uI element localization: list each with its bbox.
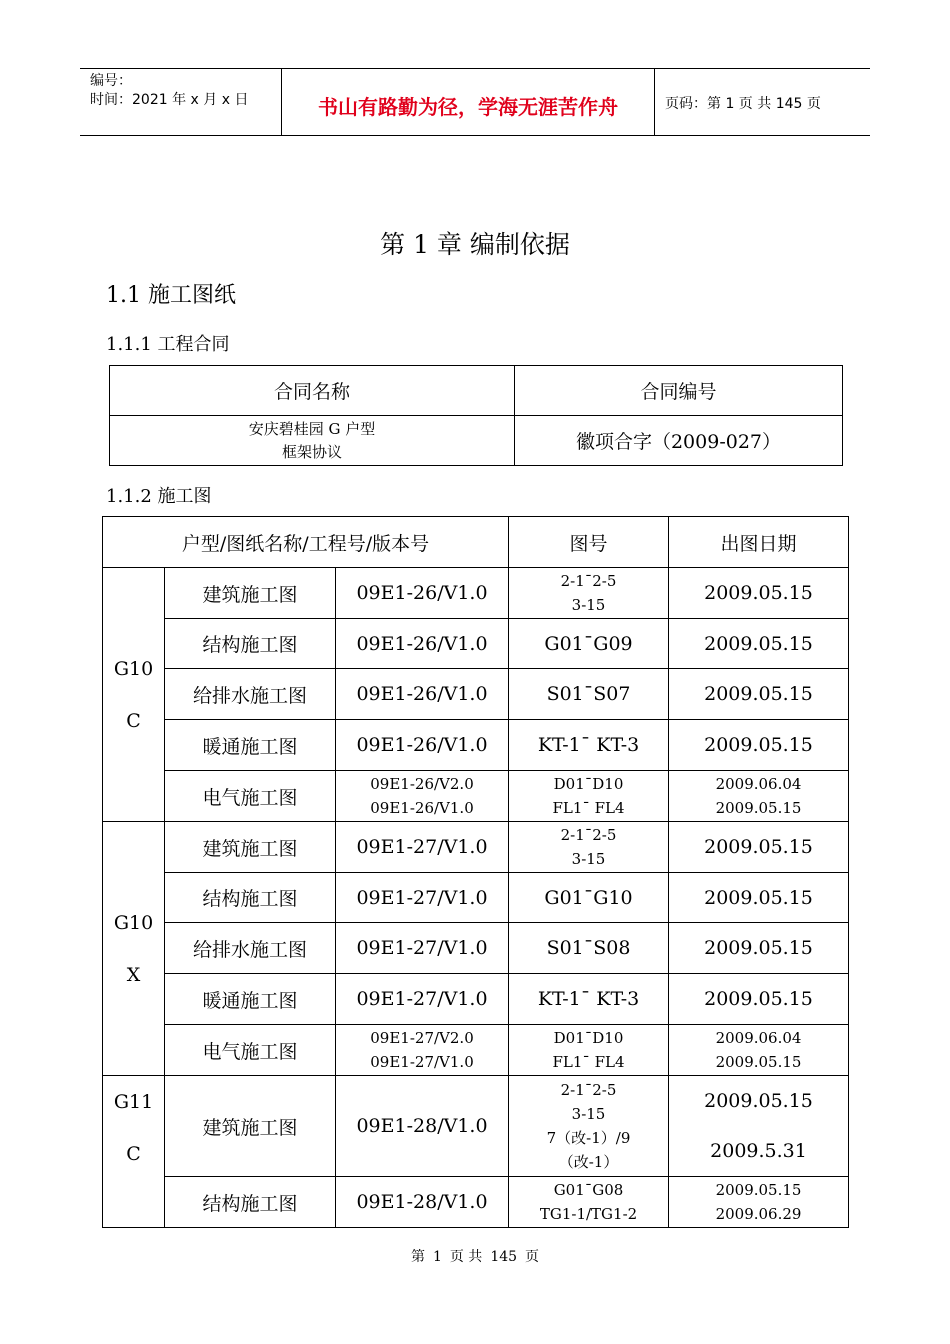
project-version-cell [336, 974, 509, 1025]
issue-date: 2009.05.15 [704, 1090, 813, 1112]
issue-date-cell [669, 974, 849, 1025]
project-version: 09E1-27/V1.0 [356, 836, 488, 858]
unit-type-line1: G10 [113, 657, 154, 680]
drawing-name-cell: 给排水施工图 [165, 669, 336, 720]
drawing-number: G01¯G10 [544, 886, 633, 909]
table-row [103, 1076, 849, 1177]
drawing-number: KT-1¯ KT-3 [537, 988, 640, 1010]
issue-date-cell [669, 1025, 849, 1076]
project-version: 09E1-26/V1.0 [356, 734, 488, 756]
unit-type-line2: C [126, 709, 141, 732]
drawing-name-cell: 结构施工图 [165, 1177, 336, 1228]
project-version: 09E1-28/V1.0 [356, 1115, 488, 1137]
issue-date: 2009.05.15 [704, 734, 813, 756]
drawing-number: （改-1） [558, 1153, 619, 1171]
drawing-name-cell: 建筑施工图 [165, 822, 336, 873]
issue-date: 2009.05.15 [704, 632, 813, 655]
table-row [103, 873, 849, 923]
drawing-name-cell: 电气施工图 [165, 1025, 336, 1076]
header-time: 时间：2021 年 x 月 x 日 [90, 92, 249, 108]
header-divider-right [654, 69, 655, 136]
project-version: 09E1-27/V1.0 [370, 1053, 474, 1071]
drawing-number: KT-1¯ KT-3 [537, 734, 640, 756]
issue-date: 2009.05.15 [715, 799, 802, 817]
drawing-number-cell [509, 974, 669, 1025]
issue-date-cell [669, 720, 849, 771]
unit-type-line2: C [126, 1143, 141, 1165]
project-version: 09E1-26/V2.0 [370, 775, 474, 793]
page-footer [0, 1246, 950, 1266]
issue-date-cell [669, 771, 849, 822]
issue-date: 2009.06.04 [715, 775, 802, 793]
footer-prefix: 第 [410, 1249, 425, 1265]
unit-type-cell [103, 1076, 165, 1228]
unit-type-line1: G11 [113, 1091, 154, 1113]
drawing-header-name: 户型/图纸名称/工程号/版本号 [103, 517, 509, 568]
footer-mid: 页 共 [449, 1249, 483, 1265]
project-version-cell [336, 923, 509, 974]
drawing-name-cell: 建筑施工图 [165, 568, 336, 619]
drawing-name-cell: 电气施工图 [165, 771, 336, 822]
chapter-title: 第 1 章 编制依据 [380, 230, 570, 259]
drawing-number: 3-15 [571, 596, 606, 614]
issue-date: 2009.05.15 [704, 582, 813, 604]
drawing-number-cell [509, 568, 669, 619]
table-row [103, 720, 849, 771]
footer-total: 145 [490, 1249, 518, 1265]
project-version: 09E1-27/V1.0 [356, 988, 488, 1010]
drawing-number-cell [509, 669, 669, 720]
project-version-cell [336, 669, 509, 720]
table-row [103, 1025, 849, 1076]
drawing-number-cell [509, 1025, 669, 1076]
drawing-header-number: 图号 [509, 517, 669, 568]
project-version-cell [336, 873, 509, 923]
drawing-name-cell: 暖通施工图 [165, 974, 336, 1025]
footer-suffix: 页 [525, 1249, 540, 1265]
issue-date: 2009.05.15 [715, 1053, 802, 1071]
issue-date-cell [669, 822, 849, 873]
project-version-cell [336, 568, 509, 619]
unit-type-line1: G10 [113, 911, 154, 934]
drawing-name-cell: 结构施工图 [165, 873, 336, 923]
drawing-number: D01¯D10 [553, 1029, 624, 1047]
drawing-number-cell [509, 822, 669, 873]
issue-date-cell [669, 619, 849, 669]
project-version-cell [336, 1177, 509, 1228]
drawing-number: G01¯G09 [544, 632, 633, 655]
drawing-number: 3-15 [571, 1105, 606, 1123]
drawing-name-cell: 建筑施工图 [165, 1076, 336, 1177]
header-meta [90, 72, 248, 110]
project-version-cell [336, 771, 509, 822]
project-version-cell [336, 1025, 509, 1076]
header-motto: 书山有路勤为径，学海无涯苦作舟 [318, 95, 618, 119]
table-row [103, 923, 849, 974]
header-bottom-rule [80, 135, 870, 136]
drawing-number-cell [509, 873, 669, 923]
drawing-number-cell [509, 619, 669, 669]
drawing-number: TG1-1/TG1-2 [539, 1205, 638, 1223]
issue-date: 2009.05.15 [715, 1181, 802, 1199]
issue-date: 2009.05.15 [704, 836, 813, 858]
issue-date-cell [669, 1177, 849, 1228]
project-version-cell [336, 822, 509, 873]
drawing-number: G01¯G08 [553, 1181, 624, 1199]
issue-date-cell [669, 669, 849, 720]
drawing-number-cell [509, 923, 669, 974]
project-version: 09E1-27/V2.0 [370, 1029, 474, 1047]
drawing-table [102, 516, 849, 1228]
project-version: 09E1-27/V1.0 [356, 886, 488, 909]
drawing-number: S01¯S07 [546, 683, 631, 705]
header-top-rule [80, 68, 870, 69]
drawing-number: 3-15 [571, 850, 606, 868]
issue-date: 2009.05.15 [704, 683, 813, 705]
issue-date-cell [669, 568, 849, 619]
drawing-number: 7（改-1）/9 [546, 1129, 631, 1147]
drawing-number: 2-1¯2-5 [560, 572, 617, 590]
contract-name-line1: 安庆碧桂园 G 户型 [248, 419, 376, 438]
section-1-1-1-heading: 1.1.1 工程合同 [106, 334, 230, 355]
issue-date: 2009.05.15 [704, 886, 813, 909]
issue-date-cell [669, 1076, 849, 1177]
table-row [103, 1177, 849, 1228]
issue-date: 2009.06.29 [715, 1205, 802, 1223]
drawing-number: D01¯D10 [553, 775, 624, 793]
project-version: 09E1-26/V1.0 [370, 799, 474, 817]
footer-page: 1 [432, 1249, 442, 1265]
table-row [103, 974, 849, 1025]
project-version: 09E1-28/V1.0 [356, 1191, 488, 1213]
unit-type-line2: X [126, 963, 141, 986]
project-version: 09E1-27/V1.0 [356, 937, 488, 959]
drawing-number: FL1¯ FL4 [552, 799, 625, 817]
project-version: 09E1-26/V1.0 [356, 683, 488, 705]
contract-header-name: 合同名称 [110, 366, 515, 416]
table-row [103, 568, 849, 619]
table-row [103, 619, 849, 669]
drawing-number-cell [509, 771, 669, 822]
drawing-name-cell: 给排水施工图 [165, 923, 336, 974]
issue-date: 2009.05.15 [704, 988, 813, 1010]
issue-date-cell [669, 873, 849, 923]
contract-table [109, 365, 843, 466]
table-row [103, 669, 849, 720]
drawing-number: S01¯S08 [546, 937, 631, 959]
project-version-cell [336, 1076, 509, 1177]
drawing-name-cell: 暖通施工图 [165, 720, 336, 771]
header-number: 编号： [90, 73, 132, 89]
contract-number-cell: 徽项合字（2009-027） [515, 416, 843, 466]
issue-date: 2009.05.15 [704, 937, 813, 959]
section-1-1-heading: 1.1 施工图纸 [106, 283, 236, 308]
issue-date-cell [669, 923, 849, 974]
issue-date: 2009.5.31 [710, 1140, 807, 1162]
unit-type-cell [103, 568, 165, 822]
drawing-number: FL1¯ FL4 [552, 1053, 625, 1071]
drawing-header-date: 出图日期 [669, 517, 849, 568]
contract-name-cell [110, 416, 515, 466]
drawing-number-cell [509, 1177, 669, 1228]
contract-header-number: 合同编号 [515, 366, 843, 416]
table-row [103, 771, 849, 822]
drawing-name-cell: 结构施工图 [165, 619, 336, 669]
issue-date: 2009.06.04 [715, 1029, 802, 1047]
project-version: 09E1-26/V1.0 [356, 632, 488, 655]
project-version: 09E1-26/V1.0 [356, 582, 488, 604]
project-version-cell [336, 720, 509, 771]
drawing-number-cell [509, 1076, 669, 1177]
project-version-cell [336, 619, 509, 669]
drawing-number-cell [509, 720, 669, 771]
contract-name-line2: 框架协议 [281, 442, 342, 461]
header-page-label: 页码：第 1 页 共 145 页 [665, 96, 821, 112]
section-1-1-2-heading: 1.1.2 施工图 [106, 486, 212, 507]
drawing-number: 2-1¯2-5 [560, 1081, 617, 1099]
drawing-number: 2-1¯2-5 [560, 826, 617, 844]
table-row [103, 822, 849, 873]
unit-type-cell [103, 822, 165, 1076]
